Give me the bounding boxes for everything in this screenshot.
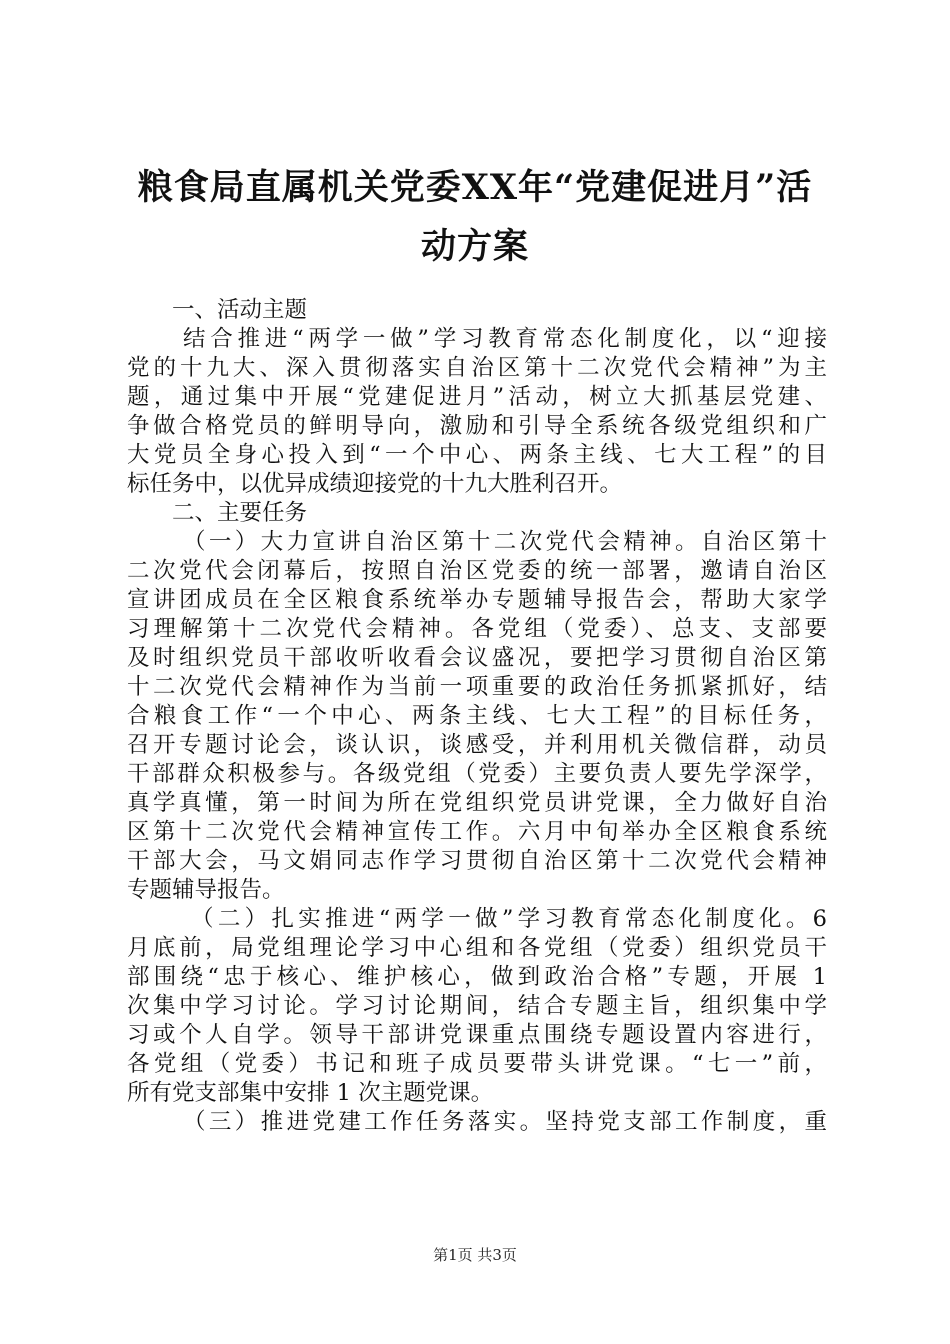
text-line: 结合推进“两学一做”学习教育常态化制度化，以“迎接 [183, 326, 827, 352]
text-line: 大党员全身心投入到“一个中心、两条主线、七大工程”的目 [127, 442, 827, 468]
text-line: 专题辅导报告。 [127, 877, 285, 903]
text-line: 题，通过集中开展“党建促进月”活动，树立大抓基层党建、 [127, 384, 827, 410]
text-line: 宣讲团成员在全区粮食系统举办专题辅导报告会，帮助大家学 [127, 587, 827, 613]
text-line: 习或个人自学。领导干部讲党课重点围绕专题设置内容进行， [127, 1022, 827, 1048]
text-line: 及时组织党员干部收听收看会议盛况，要把学习贯彻自治区第 [127, 645, 827, 671]
text-line: 干部大会，马文娟同志作学习贯彻自治区第十二次党代会精神 [127, 848, 827, 874]
text-line: 干部群众积极参与。各级党组（党委）主要负责人要先学深学， [127, 761, 827, 787]
text-line: 月底前，局党组理论学习中心组和各党组（党委）组织党员干 [127, 935, 827, 961]
text-line: 所有党支部集中安排 1 次主题党课。 [127, 1080, 494, 1106]
document-body [127, 296, 827, 1137]
text-line: 争做合格党员的鲜明导向，激励和引导全系统各级党组织和广 [127, 413, 827, 439]
document-title-line-2: 动方案 [420, 226, 529, 267]
text-line: （三）推进党建工作任务落实。坚持党支部工作制度，重 [183, 1109, 827, 1135]
section-heading: 一、活动主题 [172, 297, 308, 323]
text-line: 真学真懂，第一时间为所在党组织党员讲党课，全力做好自治 [127, 790, 827, 816]
text-line: 十二次党代会精神作为当前一项重要的政治任务抓紧抓好，结 [127, 674, 827, 700]
text-line: 区第十二次党代会精神宣传工作。六月中旬举办全区粮食系统 [127, 819, 827, 845]
text-line: 合粮食工作“一个中心、两条主线、七大工程”的目标任务， [127, 703, 827, 729]
text-line: 各党组（党委）书记和班子成员要带头讲党课。“七一”前， [127, 1051, 827, 1077]
text-line: 习理解第十二次党代会精神。各党组（党委）、总支、支部要 [127, 616, 827, 642]
text-line: （二）扎实推进“两学一做”学习教育常态化制度化。6 [191, 906, 827, 932]
text-line: 党的十九大、深入贯彻落实自治区第十二次党代会精神”为主 [127, 355, 827, 381]
text-line: 召开专题讨论会，谈认识，谈感受，并利用机关微信群，动员 [127, 732, 827, 758]
text-line: 标任务中，以优异成绩迎接党的十九大胜利召开。 [127, 471, 623, 497]
text-line: 二次党代会闭幕后，按照自治区党委的统一部署，邀请自治区 [127, 558, 827, 584]
text-line: 次集中学习讨论。学习讨论期间，结合专题主旨，组织集中学 [127, 993, 827, 1019]
text-line: 部围绕“忠于核心、维护核心，做到政治合格”专题，开展 1 [127, 964, 827, 990]
text-line: （一）大力宣讲自治区第十二次党代会精神。自治区第十 [183, 529, 827, 555]
section-heading: 二、主要任务 [172, 500, 308, 526]
page-footer: 第1页 共3页 [433, 1246, 517, 1264]
document-title-line-1: 粮食局直属机关党委XX年“党建促进月”活 [137, 167, 813, 208]
